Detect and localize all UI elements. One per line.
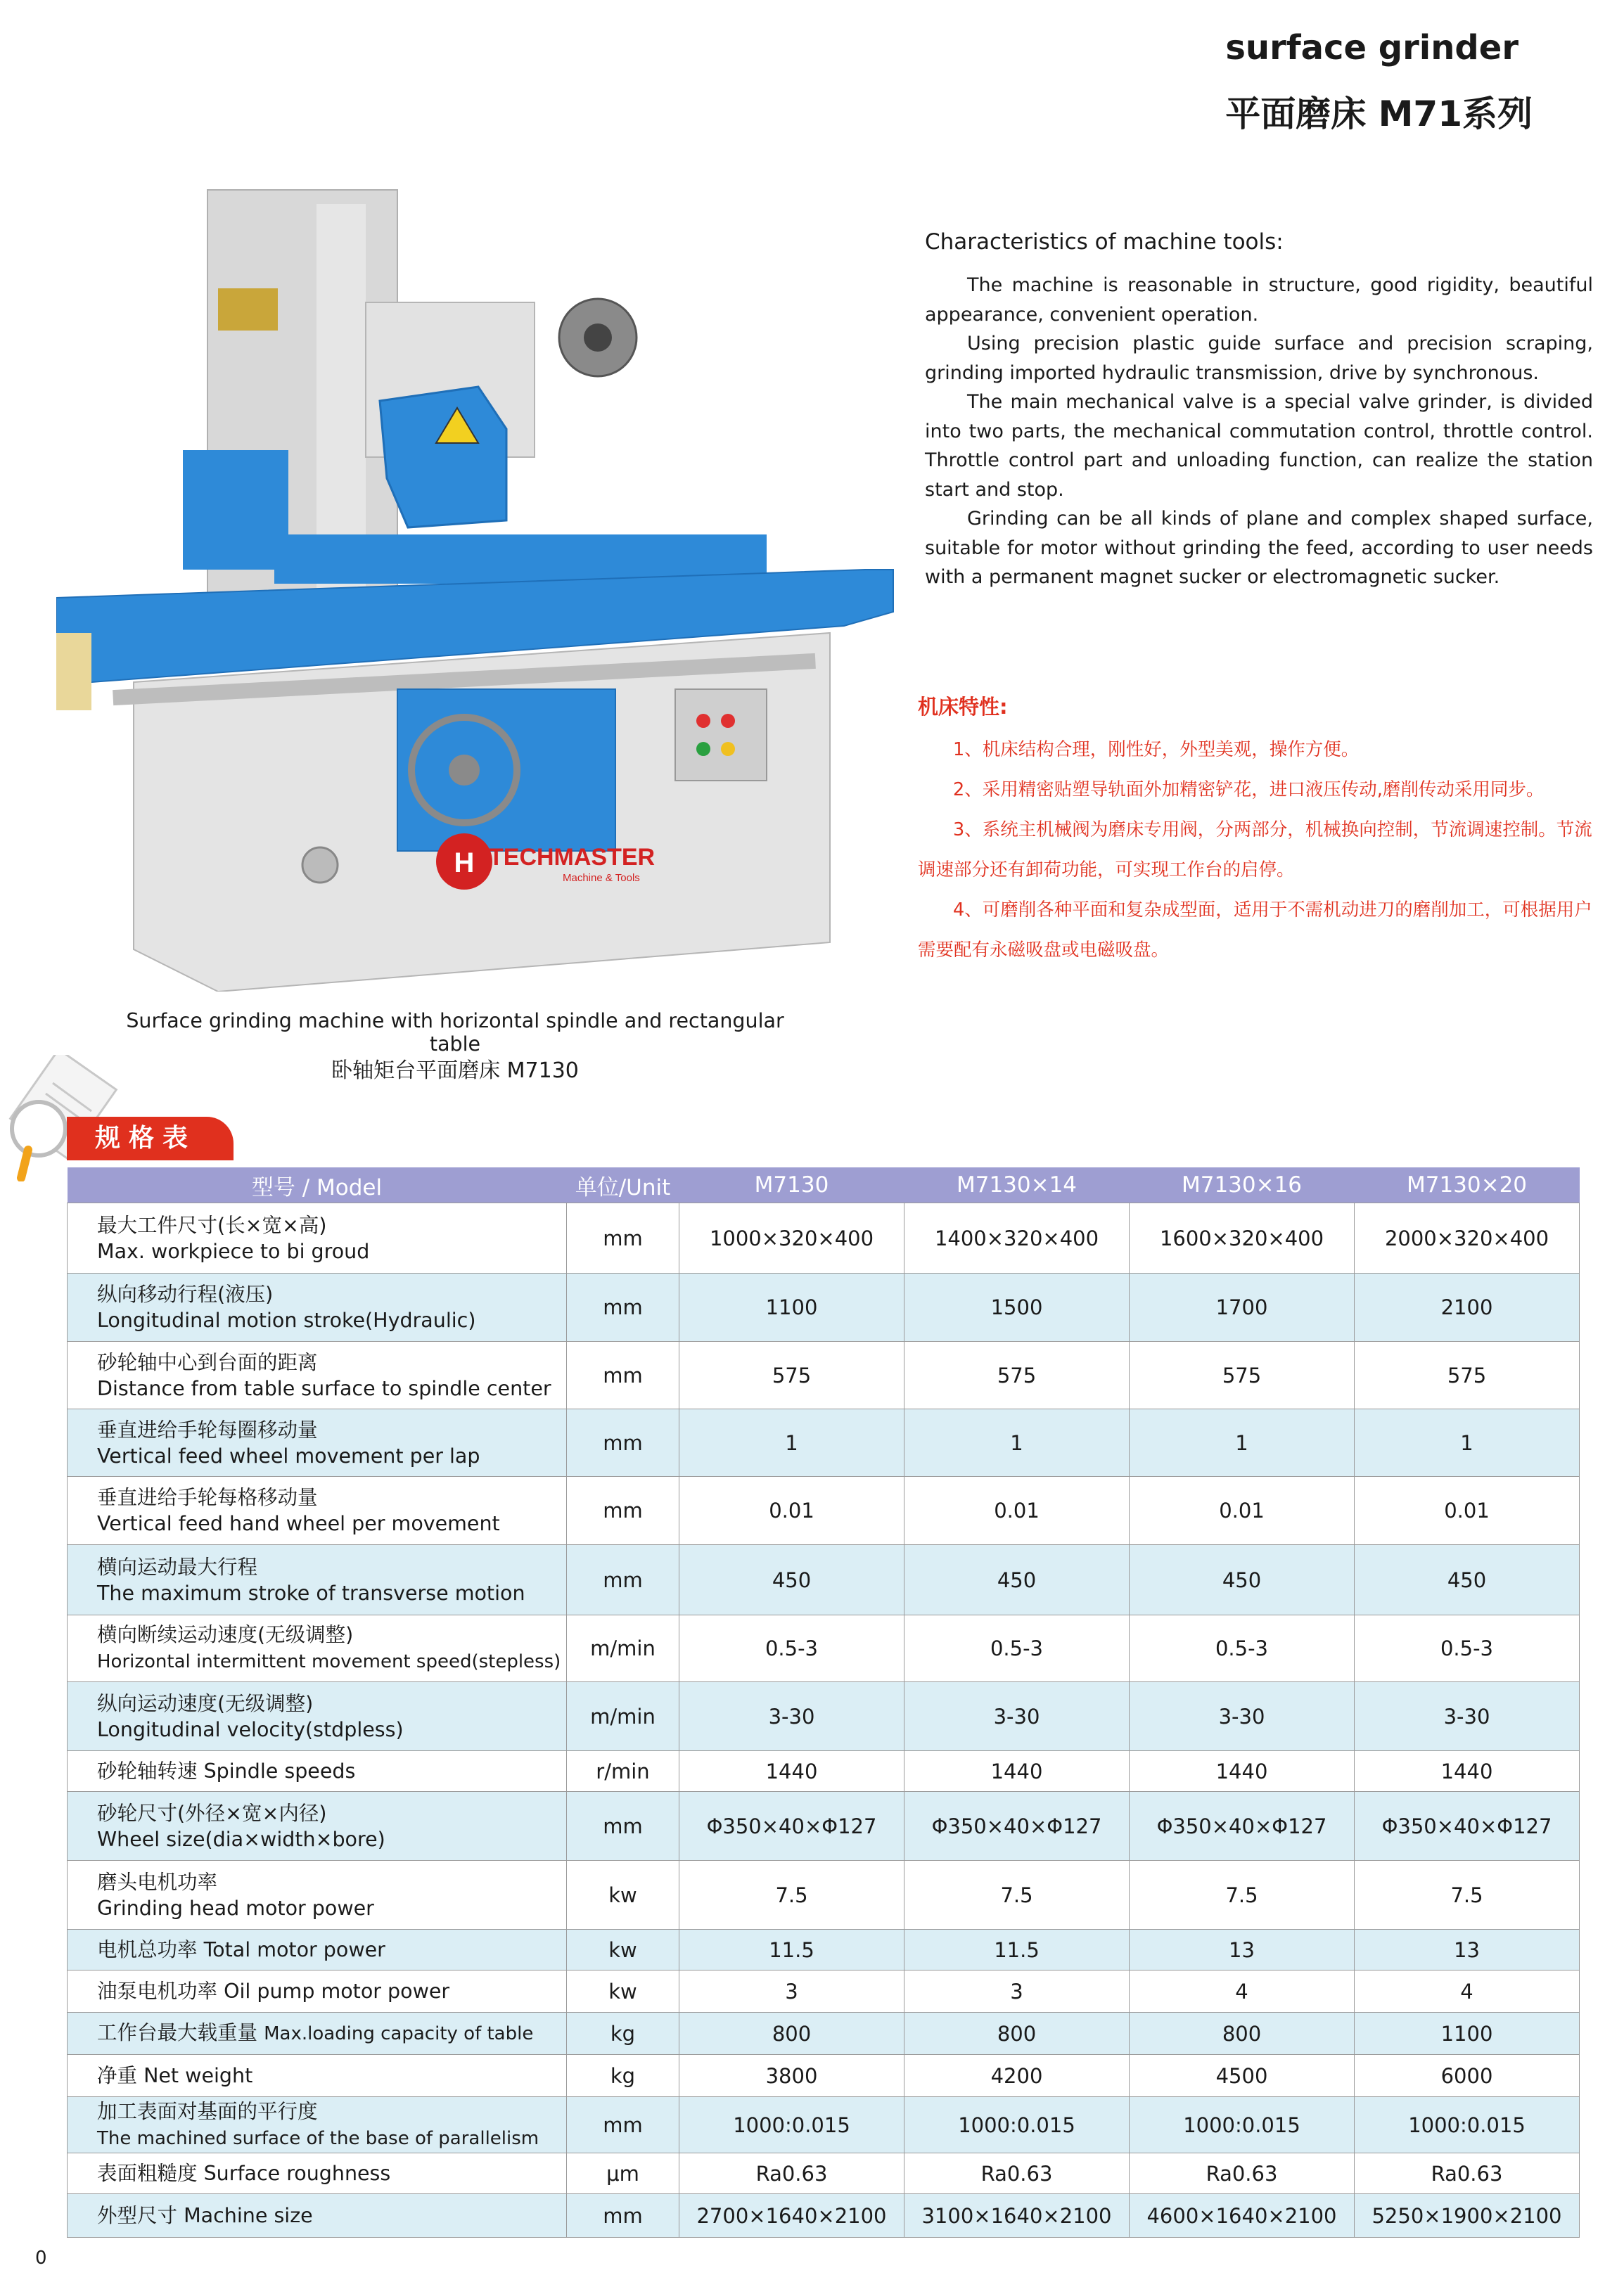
spec-value-cell: 1 <box>1355 1409 1580 1477</box>
spec-value-cell: 1000:0.015 <box>679 2097 904 2153</box>
spec-name-cell <box>68 1477 567 1545</box>
characteristics-cn-item: 3、系统主机械阀为磨床专用阀，分两部分，机械换向控制，节流调速控制。节流调速部分还有卸荷功能，可实现工作台的启停。 <box>918 819 1592 880</box>
table-row <box>68 1409 1580 1477</box>
spec-unit-cell: μm <box>567 2153 679 2194</box>
spec-name-cn: 垂直进给手轮每圈移动量 <box>97 1418 318 1442</box>
spec-name-en: Machine size <box>184 2204 313 2227</box>
spec-name-en: Max. workpiece to bi groud <box>97 1239 370 1263</box>
spec-name-cell <box>68 1930 567 1970</box>
spec-name-en: Vertical feed wheel movement per lap <box>97 1444 480 1468</box>
spec-name-cn: 纵向运动速度(无级调整) <box>97 1691 314 1715</box>
spec-value-cell: 575 <box>1130 1342 1355 1409</box>
spec-name-en: Net weight <box>143 2064 253 2087</box>
spec-value-cell: 4 <box>1355 1970 1580 2013</box>
spec-value-cell: 1000:0.015 <box>1130 2097 1355 2153</box>
table-row <box>68 1615 1580 1682</box>
spec-unit-cell: mm <box>567 1203 679 1274</box>
spec-name-cell <box>68 2153 567 2194</box>
spec-name-cn: 电机总功率 <box>97 1938 198 1961</box>
spec-value-cell: 2700×1640×2100 <box>679 2194 904 2238</box>
spec-value-cell: 1700 <box>1130 1274 1355 1342</box>
spec-value-cell: 7.5 <box>1130 1861 1355 1930</box>
spec-value-cell: Ra0.63 <box>679 2153 904 2194</box>
spec-table-label: 规格表 <box>67 1117 234 1160</box>
spec-value-cell: Φ350×40×Φ127 <box>904 1792 1130 1861</box>
spec-value-cell: 800 <box>904 2013 1130 2055</box>
characteristics-paragraph: The machine is reasonable in structure, good rigidity, beautiful appearance, convenient operation. <box>925 274 1593 326</box>
characteristics-heading: Characteristics of machine tools: <box>925 229 1284 255</box>
spec-value-cell: 2100 <box>1355 1274 1580 1342</box>
spec-name-en: The maximum stroke of transverse motion <box>97 1581 525 1605</box>
spec-name-en: Distance from table surface to spindle center <box>97 1376 551 1400</box>
spec-value-cell: 11.5 <box>679 1930 904 1970</box>
spec-value-cell: 575 <box>679 1342 904 1409</box>
spec-unit-cell: mm <box>567 1274 679 1342</box>
spec-name-en: Longitudinal motion stroke(Hydraulic) <box>97 1309 476 1332</box>
spec-value-cell: 0.01 <box>1355 1477 1580 1545</box>
spec-unit-cell: kg <box>567 2055 679 2097</box>
spec-name-cell <box>68 1615 567 1682</box>
spec-value-cell: 450 <box>1130 1545 1355 1615</box>
spec-name-cn: 净重 <box>97 2064 138 2087</box>
spec-name-en: Oil pump motor power <box>224 1980 450 2003</box>
characteristics-text <box>925 271 1593 592</box>
spec-unit-cell: mm <box>567 1545 679 1615</box>
spec-unit-cell: mm <box>567 1409 679 1477</box>
spec-name-cn: 加工表面对基面的平行度 <box>97 2099 318 2123</box>
spec-value-cell: Φ350×40×Φ127 <box>679 1792 904 1861</box>
spec-name-cell <box>68 2097 567 2153</box>
spec-value-cell: Φ350×40×Φ127 <box>1130 1792 1355 1861</box>
spec-name-en: Spindle speeds <box>203 1760 356 1783</box>
spec-unit-cell: kw <box>567 1930 679 1970</box>
spec-name-cn: 最大工件尺寸(长×宽×高) <box>97 1213 327 1237</box>
spec-name-en: Total motor power <box>203 1938 385 1961</box>
spec-value-cell: 4200 <box>904 2055 1130 2097</box>
spec-value-cell: 1440 <box>679 1751 904 1792</box>
spec-value-cell: 4 <box>1130 1970 1355 2013</box>
spec-name-cn: 横向断续运动速度(无级调整) <box>97 1623 354 1646</box>
characteristics-cn-item: 1、机床结构合理，刚性好，外型美观，操作方便。 <box>953 739 1360 760</box>
spec-value-cell: 0.01 <box>904 1477 1130 1545</box>
spec-name-cn: 砂轮轴转速 <box>97 1760 198 1783</box>
table-row <box>68 1792 1580 1861</box>
spec-value-cell: 1 <box>1130 1409 1355 1477</box>
spec-value-cell: Φ350×40×Φ127 <box>1355 1792 1580 1861</box>
spec-table-header <box>68 1167 1580 1203</box>
characteristics-paragraph: Using precision plastic guide surface and precision scraping, grinding imported hydraulic transmission, drive by synchronous. <box>925 333 1593 384</box>
spec-name-cell <box>68 1861 567 1930</box>
characteristics-cn-item: 2、采用精密贴塑导轨面外加精密铲花，进口液压传动,磨削传动采用同步。 <box>953 779 1545 800</box>
table-row <box>68 2153 1580 2194</box>
table-row <box>68 2194 1580 2238</box>
table-row <box>68 2013 1580 2055</box>
table-row <box>68 2097 1580 2153</box>
spec-name-cn: 工作台最大载重量 <box>97 2021 258 2044</box>
spec-unit-cell: mm <box>567 1477 679 1545</box>
spec-name-cell <box>68 1792 567 1861</box>
spec-value-cell: 1440 <box>1130 1751 1355 1792</box>
spec-value-cell: 1440 <box>904 1751 1130 1792</box>
image-caption-cn: 卧轴矩台平面磨床 M7130 <box>331 1058 579 1083</box>
characteristics-cn-list <box>918 730 1593 970</box>
table-row <box>68 1861 1580 1930</box>
page-number: 0 <box>35 2248 47 2269</box>
spec-unit-cell: mm <box>567 1342 679 1409</box>
spec-unit-cell: kw <box>567 1970 679 2013</box>
characteristics-cn-item: 4、可磨削各种平面和复杂成型面，适用于不需机动进刀的磨削加工，可根据用户需要配有永磁吸盘或电磁吸盘。 <box>918 899 1592 961</box>
table-row <box>68 1477 1580 1545</box>
spec-value-cell: 7.5 <box>1355 1861 1580 1930</box>
spec-value-cell: 3 <box>904 1970 1130 2013</box>
spec-unit-cell: r/min <box>567 1751 679 1792</box>
spec-table <box>67 1167 1580 2238</box>
spec-value-cell: 800 <box>679 2013 904 2055</box>
spec-value-cell: 7.5 <box>904 1861 1130 1930</box>
spec-value-cell: 3-30 <box>1130 1682 1355 1751</box>
spec-name-cell <box>68 1274 567 1342</box>
spec-value-cell: 6000 <box>1355 2055 1580 2097</box>
spec-value-cell: 3-30 <box>679 1682 904 1751</box>
spec-value-cell: 575 <box>904 1342 1130 1409</box>
table-row <box>68 1342 1580 1409</box>
spec-name-cn: 横向运动最大行程 <box>97 1555 258 1579</box>
spec-value-cell: 7.5 <box>679 1861 904 1930</box>
spec-value-cell: 3-30 <box>904 1682 1130 1751</box>
spec-name-cell <box>68 1970 567 2013</box>
spec-name-cell <box>68 2055 567 2097</box>
spec-value-cell: 11.5 <box>904 1930 1130 1970</box>
spec-value-cell: 2000×320×400 <box>1355 1203 1580 1274</box>
spec-unit-cell: kg <box>567 2013 679 2055</box>
spec-value-cell: 1500 <box>904 1274 1130 1342</box>
spec-name-cn: 表面粗糙度 <box>97 2162 198 2185</box>
column-header: M7130 <box>679 1167 904 1203</box>
spec-unit-cell: mm <box>567 2194 679 2238</box>
spec-value-cell: 1000:0.015 <box>1355 2097 1580 2153</box>
spec-name-en: Surface roughness <box>203 2162 391 2185</box>
spec-value-cell: Ra0.63 <box>1130 2153 1355 2194</box>
spec-value-cell: 0.01 <box>1130 1477 1355 1545</box>
spec-name-en: Grinding head motor power <box>97 1896 374 1920</box>
spec-unit-cell: kw <box>567 1861 679 1930</box>
table-row <box>68 1970 1580 2013</box>
spec-name-cell <box>68 2013 567 2055</box>
spec-value-cell: 1 <box>679 1409 904 1477</box>
spec-value-cell: 1600×320×400 <box>1130 1203 1355 1274</box>
spec-name-cn: 纵向移动行程(液压) <box>97 1283 274 1306</box>
spec-name-cn: 油泵电机功率 <box>97 1980 218 2003</box>
spec-name-cell <box>68 2194 567 2238</box>
spec-name-cn: 砂轮轴中心到台面的距离 <box>97 1350 318 1374</box>
spec-value-cell: Ra0.63 <box>904 2153 1130 2194</box>
spec-name-cell <box>68 1409 567 1477</box>
spec-name-en: Vertical feed hand wheel per movement <box>97 1512 500 1535</box>
spec-value-cell: 3800 <box>679 2055 904 2097</box>
spec-value-cell: 4600×1640×2100 <box>1130 2194 1355 2238</box>
spec-value-cell: 13 <box>1355 1930 1580 1970</box>
spec-value-cell: 450 <box>1355 1545 1580 1615</box>
spec-value-cell: 3100×1640×2100 <box>904 2194 1130 2238</box>
spec-value-cell: 800 <box>1130 2013 1355 2055</box>
table-row <box>68 1545 1580 1615</box>
column-header: M7130×14 <box>904 1167 1130 1203</box>
spec-name-cn: 外型尺寸 <box>97 2204 178 2227</box>
spec-name-en: Longitudinal velocity(stdpless) <box>97 1717 404 1741</box>
characteristics-cn-heading: 机床特性: <box>918 695 1008 719</box>
spec-value-cell: 1440 <box>1355 1751 1580 1792</box>
column-header: M7130×20 <box>1355 1167 1580 1203</box>
spec-name-cell <box>68 1342 567 1409</box>
spec-unit-cell: mm <box>567 2097 679 2153</box>
spec-unit-cell: m/min <box>567 1682 679 1751</box>
spec-value-cell: 3 <box>679 1970 904 2013</box>
spec-unit-cell: mm <box>567 1792 679 1861</box>
spec-name-en: Horizontal intermittent movement speed(stepless) <box>97 1651 561 1672</box>
column-header: 型号 / Model <box>68 1167 567 1203</box>
table-row <box>68 1203 1580 1274</box>
spec-name-cn: 砂轮尺寸(外径×宽×内径) <box>97 1801 327 1825</box>
spec-value-cell: Ra0.63 <box>1355 2153 1580 2194</box>
spec-name-en: Max.loading capacity of table <box>264 2023 534 2044</box>
surface-grinder-machine-illustration <box>56 176 921 992</box>
spec-name-cell <box>68 1545 567 1615</box>
spec-value-cell: 1000:0.015 <box>904 2097 1130 2153</box>
spec-name-cn: 垂直进给手轮每格移动量 <box>97 1486 318 1509</box>
spec-value-cell: 1400×320×400 <box>904 1203 1130 1274</box>
image-caption-en: Surface grinding machine with horizontal spindle and rectangular table <box>126 1009 784 1056</box>
spec-value-cell: 0.5-3 <box>1130 1615 1355 1682</box>
column-header: M7130×16 <box>1130 1167 1355 1203</box>
spec-name-cell <box>68 1682 567 1751</box>
spec-value-cell: 13 <box>1130 1930 1355 1970</box>
page-title-cn: 平面磨床 M71系列 <box>1225 94 1533 134</box>
spec-value-cell: 450 <box>904 1545 1130 1615</box>
table-row <box>68 1682 1580 1751</box>
characteristics-paragraph: Grinding can be all kinds of plane and complex shaped surface, suitable for motor without grinding the feed, according to user needs with a permanent magnet sucker or electromagnetic sucker. <box>925 508 1593 588</box>
page-title-en: surface grinder <box>1225 28 1518 68</box>
column-header: 单位/Unit <box>567 1167 679 1203</box>
brand-logo-sub: Machine & Tools <box>563 872 640 884</box>
table-row <box>68 1751 1580 1792</box>
spec-value-cell: 1000×320×400 <box>679 1203 904 1274</box>
table-row <box>68 1274 1580 1342</box>
spec-name-cell <box>68 1751 567 1792</box>
table-row <box>68 1930 1580 1970</box>
spec-value-cell: 4500 <box>1130 2055 1355 2097</box>
spec-value-cell: 5250×1900×2100 <box>1355 2194 1580 2238</box>
spec-unit-cell: m/min <box>567 1615 679 1682</box>
spec-value-cell: 1100 <box>1355 2013 1580 2055</box>
spec-value-cell: 0.5-3 <box>1355 1615 1580 1682</box>
spec-value-cell: 450 <box>679 1545 904 1615</box>
spec-name-en: Wheel size(dia×width×bore) <box>97 1827 385 1851</box>
spec-value-cell: 0.5-3 <box>904 1615 1130 1682</box>
spec-value-cell: 1100 <box>679 1274 904 1342</box>
spec-value-cell: 0.5-3 <box>679 1615 904 1682</box>
brand-logo-mark: H <box>454 847 475 878</box>
spec-value-cell: 575 <box>1355 1342 1580 1409</box>
spec-value-cell: 1 <box>904 1409 1130 1477</box>
characteristics-paragraph: The main mechanical valve is a special valve grinder, is divided into two parts, the mechanical commutation control, throttle control. Throttle control part and unloading function, can realize the station start and stop. <box>925 391 1593 501</box>
spec-name-en: The machined surface of the base of parallelism <box>97 2127 539 2149</box>
spec-value-cell: 0.01 <box>679 1477 904 1545</box>
table-row <box>68 2055 1580 2097</box>
spec-value-cell: 3-30 <box>1355 1682 1580 1751</box>
spec-name-cell <box>68 1203 567 1274</box>
brand-logo-text: TECHMASTER <box>489 844 656 871</box>
spec-name-cn: 磨头电机功率 <box>97 1870 218 1894</box>
